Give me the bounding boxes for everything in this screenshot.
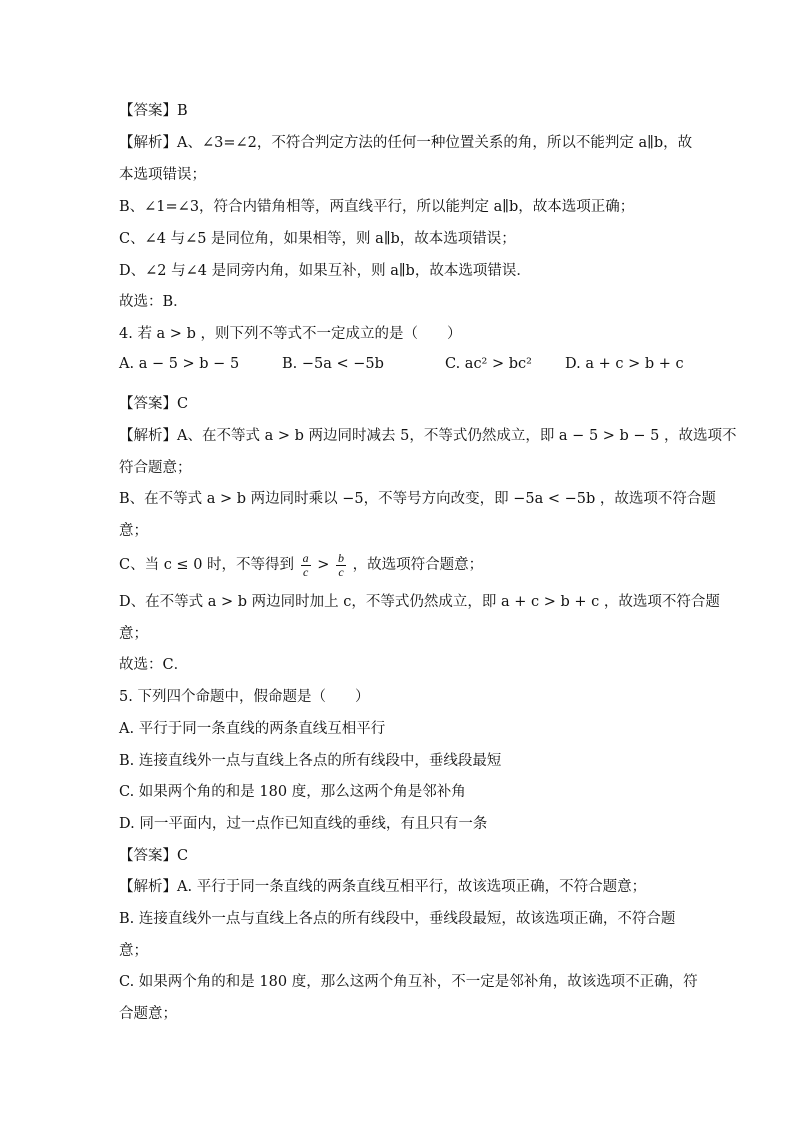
fraction-prefix: C、当 c ≤ 0 时，不等得到: [119, 557, 295, 573]
option-c: C. ac² > bc²: [445, 356, 532, 372]
question-5-stem: 5. 下列四个命题中，假命题是（ ）: [119, 689, 370, 705]
fraction-b-over-c: [336, 552, 346, 579]
fraction-denominator: c: [302, 564, 309, 579]
fraction-a-over-c: [301, 552, 311, 579]
analysis-line: 意；: [119, 626, 148, 642]
analysis-line: B. 连接直线外一点与直线上各点的所有线段中，垂线段最短，故该选项正确，不符合题: [119, 911, 676, 927]
option-a: A. a − 5 > b − 5: [119, 356, 240, 372]
answer-line: 【答案】B: [119, 103, 188, 119]
analysis-line: 本选项错误；: [119, 167, 206, 183]
greater-than-sign: >: [317, 557, 330, 573]
question-4-options: [119, 356, 684, 378]
fraction-numerator: b: [338, 550, 345, 565]
analysis-line: 【解析】A. 平行于同一条直线的两条直线互相平行，故该选项正确，不符合题意；: [119, 879, 647, 895]
option-b: B. 连接直线外一点与直线上各点的所有线段中，垂线段最短: [119, 753, 502, 769]
analysis-line: 【解析】A、在不等式 a > b 两边同时减去 5，不等式仍然成立，即 a − 5 > b − 5 ，故选项不: [119, 428, 737, 444]
fraction-numerator: a: [302, 550, 309, 565]
option-a: A. 平行于同一条直线的两条直线互相平行: [119, 721, 386, 737]
analysis-line: 意；: [119, 523, 148, 539]
analysis-line: C. 如果两个角的和是 180 度，那么这两个角互补，不一定是邻补角，故该选项不正确，符: [119, 974, 698, 990]
option-d: D. 同一平面内，过一点作已知直线的垂线，有且只有一条: [119, 816, 488, 832]
analysis-line: 意；: [119, 943, 148, 959]
analysis-line-with-fraction: [119, 549, 483, 581]
option-d: D. a + c > b + c: [565, 356, 684, 372]
option-c: C. 如果两个角的和是 180 度，那么这两个角是邻补角: [119, 784, 466, 800]
analysis-line: 符合题意；: [119, 460, 192, 476]
analysis-line: D、在不等式 a > b 两边同时加上 c，不等式仍然成立，即 a + c > b + c ，故选项不符合题: [119, 594, 720, 610]
analysis-line: B、在不等式 a > b 两边同时乘以 −5，不等号方向改变，即 −5a < −5b ，故选项不符合题: [119, 491, 716, 507]
conclusion-line: 故选：B．: [119, 294, 188, 310]
conclusion-line: 故选：C．: [119, 657, 189, 673]
question-4-stem: 4. 若 a > b ，则下列不等式不一定成立的是（ ）: [119, 326, 462, 342]
answer-line: 【答案】C: [119, 848, 189, 864]
analysis-line: B、∠1=∠3，符合内错角相等，两直线平行，所以能判定 a∥b，故本选项正确；: [119, 199, 635, 215]
analysis-line: 合题意；: [119, 1006, 177, 1022]
analysis-line: 【解析】A、∠3=∠2，不符合判定方法的任何一种位置关系的角，所以不能判定 a∥b，故: [119, 135, 693, 151]
option-b: B. −5a < −5b: [282, 356, 384, 372]
analysis-line: C、∠4 与∠5 是同位角，如果相等，则 a∥b，故本选项错误；: [119, 231, 516, 247]
answer-line: 【答案】C: [119, 396, 189, 412]
analysis-line: D、∠2 与∠4 是同旁内角，如果互补，则 a∥b，故本选项错误．: [119, 263, 531, 279]
fraction-denominator: c: [338, 564, 344, 579]
fraction-suffix: ，故选项符合题意；: [352, 557, 484, 573]
